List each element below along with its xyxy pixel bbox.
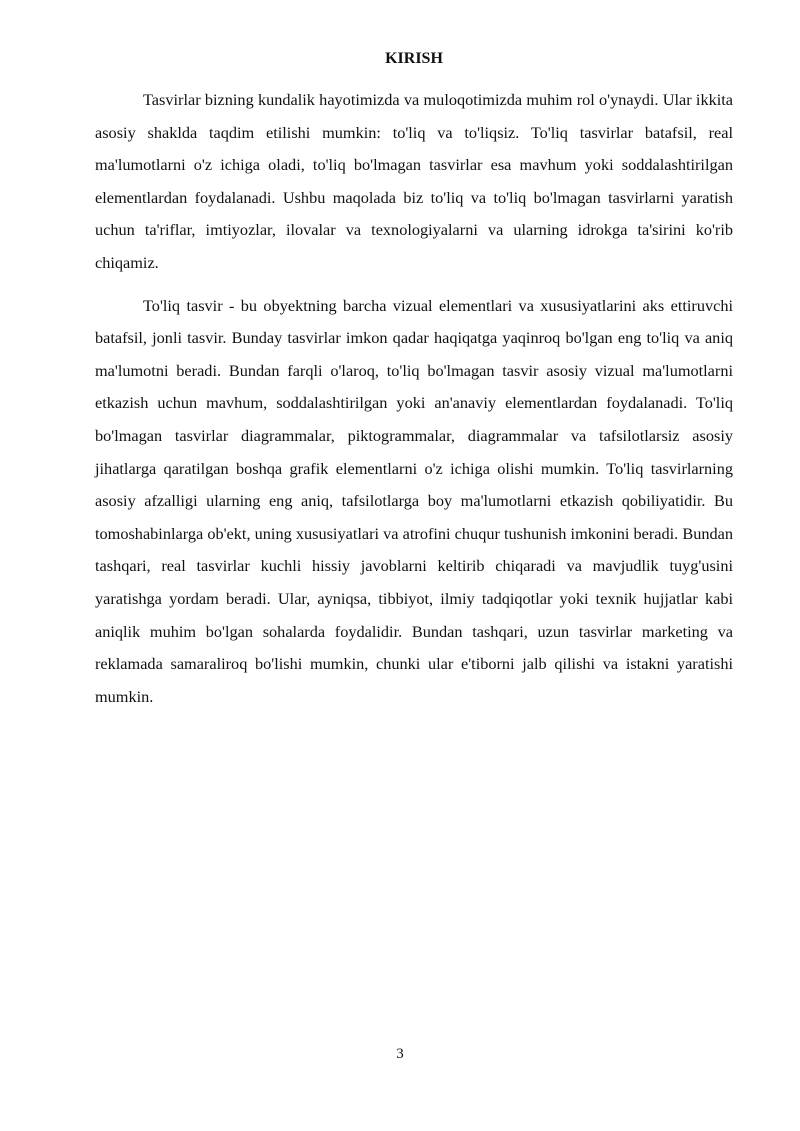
- page-number: 3: [396, 1046, 404, 1062]
- document-body: [95, 84, 733, 723]
- paragraph-main: To'liq tasvir - bu obyektning barcha vizual elementlari va xususiyatlarini aks ettiruvchi batafsil, jonli tasvir. Bunday tasvirlar imkon qadar haqiqatga yaqinroq bo'lgan eng to'liq va aniq ma'lumotni beradi. Bundan farqli o'laroq, to'liq bo'lmagan tasvir asosiy vizual ma'lumotlarni etkazish uchun mavhum, soddalashtirilgan yoki an'anaviy elementlardan foydalanadi. To'liq bo'lmagan tasvirlar diagrammalar, piktogrammalar, diagrammalar va tafsilotlarsiz asosiy jihatlarga qaratilgan boshqa grafik elementlarni o'z ichiga olishi mumkin. To'liq tasvirlarning asosiy afzalligi ularning eng aniq, tafsilotlarga boy ma'lumotlarni etkazish qobiliyatidir. Bu tomoshabinlarga ob'ekt, uning xususiyatlari va atrofini chuqur tushunish imkonini beradi. Bundan tashqari, real tasvirlar kuchli hissiy javoblarni keltirib chiqaradi va mavjudlik tuyg'usini yaratishga yordam beradi. Ular, ayniqsa, tibbiyot, ilmiy tadqiqotlar yoki texnik hujjatlar kabi aniqlik muhim bo'lgan sohalarda foydalidir. Bundan tashqari, uzun tasvirlar marketing va reklamada samaraliroq bo'lishi mumkin, chunki ular e'tiborni jalb qilishi va istakni yaratishi mumkin.: [95, 295, 733, 706]
- section-title: KIRISH: [385, 50, 443, 67]
- paragraph-intro: Tasvirlar bizning kundalik hayotimizda va muloqotimizda muhim rol o'ynaydi. Ular ikkita asosiy shaklda taqdim etilishi mumkin: to'liq va to'liqsiz. To'liq tasvirlar batafsil, real ma'lumotlarni o'z ichiga oladi, to'liq bo'lmagan tasvirlar esa mavhum yoki soddalashtirilgan elementlardan foydalanadi. Ushbu maqolada biz to'liq va to'liq bo'lmagan tasvirlarni yaratish uchun ta'riflar, imtiyozlar, ilovalar va texnologiyalarni va ularning idrokga ta'sirini ko'rib chiqamiz.: [95, 90, 733, 272]
